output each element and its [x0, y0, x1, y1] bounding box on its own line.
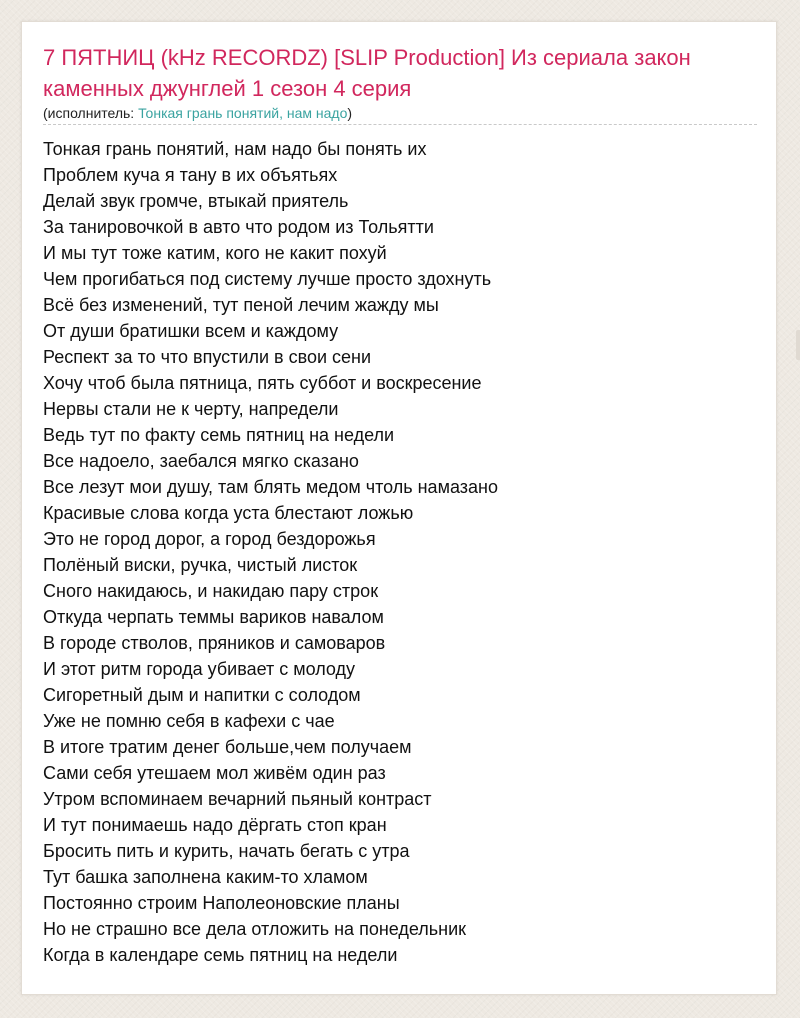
lyric-line: Тонкая грань понятий, нам надо бы понять их: [43, 139, 427, 159]
lyric-line: И этот ритм города убивает с молоду: [43, 659, 356, 679]
lyric-line: Когда в календаре семь пятниц на недели: [43, 945, 398, 965]
lyric-line: Уже не помню себя в кафехи с чае: [43, 711, 335, 731]
lyric-line: За танировочкой в авто что родом из Тольятти: [43, 217, 434, 237]
lyric-line: Красивые слова когда уста блестают ложью: [43, 503, 414, 523]
lyrics-list: [43, 136, 498, 968]
lyrics-card: [21, 21, 777, 995]
lyric-line: Проблем куча я тану в их объятьях: [43, 165, 338, 185]
edge-scroll-handle[interactable]: [796, 330, 800, 360]
lyric-line: Ведь тут по факту семь пятниц на недели: [43, 425, 395, 445]
lyric-line: Все надоело, заебался мягко сказано: [43, 451, 359, 471]
artist-suffix: ): [347, 105, 353, 121]
song-title: 7 ПЯТНИЦ (kHz RECORDZ) [SLIP Production] Из сериала закон каменных джунглей 1 сезон 4 серия: [43, 45, 691, 101]
lyric-line: Чем прогибаться под систему лучше просто здохнуть: [43, 269, 492, 289]
lyric-line: Постоянно строим Наполеоновские планы: [43, 893, 400, 913]
artist-line: [43, 104, 352, 122]
lyric-line: Это не город дорог, а город бездорожья: [43, 529, 376, 549]
lyric-line: Утром вспоминаем вечарний пьяный контраст: [43, 789, 432, 809]
lyric-line: Все лезут мои душу, там блять медом чтоль намазано: [43, 477, 498, 497]
lyric-line: Бросить пить и курить, начать бегать с утра: [43, 841, 410, 861]
lyric-line: Откуда черпать теммы вариков навалом: [43, 607, 384, 627]
lyric-line: В итоге тратим денег больше,чем получаем: [43, 737, 412, 757]
artist-link[interactable]: Тонкая грань понятий, нам надо: [138, 105, 348, 121]
lyric-line: И мы тут тоже катим, кого не какит похуй: [43, 243, 387, 263]
lyric-line: Сного накидаюсь, и накидаю пару строк: [43, 581, 379, 601]
lyric-line: Хочу чтоб была пятница, пять суббот и воскресение: [43, 373, 482, 393]
lyric-line: Тут башка заполнена каким-то хламом: [43, 867, 368, 887]
lyric-line: И тут понимаешь надо дёргать стоп кран: [43, 815, 387, 835]
dashed-divider: [43, 124, 757, 125]
lyric-line: Делай звук громче, втыкай приятель: [43, 191, 349, 211]
artist-prefix: (исполнитель:: [43, 105, 139, 121]
lyric-line: Полёный виски, ручка, чистый листок: [43, 555, 358, 575]
lyric-line: От души братишки всем и каждому: [43, 321, 339, 341]
lyric-line: Но не страшно все дела отложить на понедельник: [43, 919, 467, 939]
lyric-line: В городе стволов, пряников и самоваров: [43, 633, 386, 653]
lyric-line: Сами себя утешаем мол живём один раз: [43, 763, 386, 783]
lyric-line: Нервы стали не к черту, напредели: [43, 399, 339, 419]
lyric-line: Всё без изменений, тут пеной лечим жажду мы: [43, 295, 439, 315]
lyric-line: Сигоретный дым и напитки с солодом: [43, 685, 361, 705]
lyric-line: Респект за то что впустили в свои сени: [43, 347, 372, 367]
